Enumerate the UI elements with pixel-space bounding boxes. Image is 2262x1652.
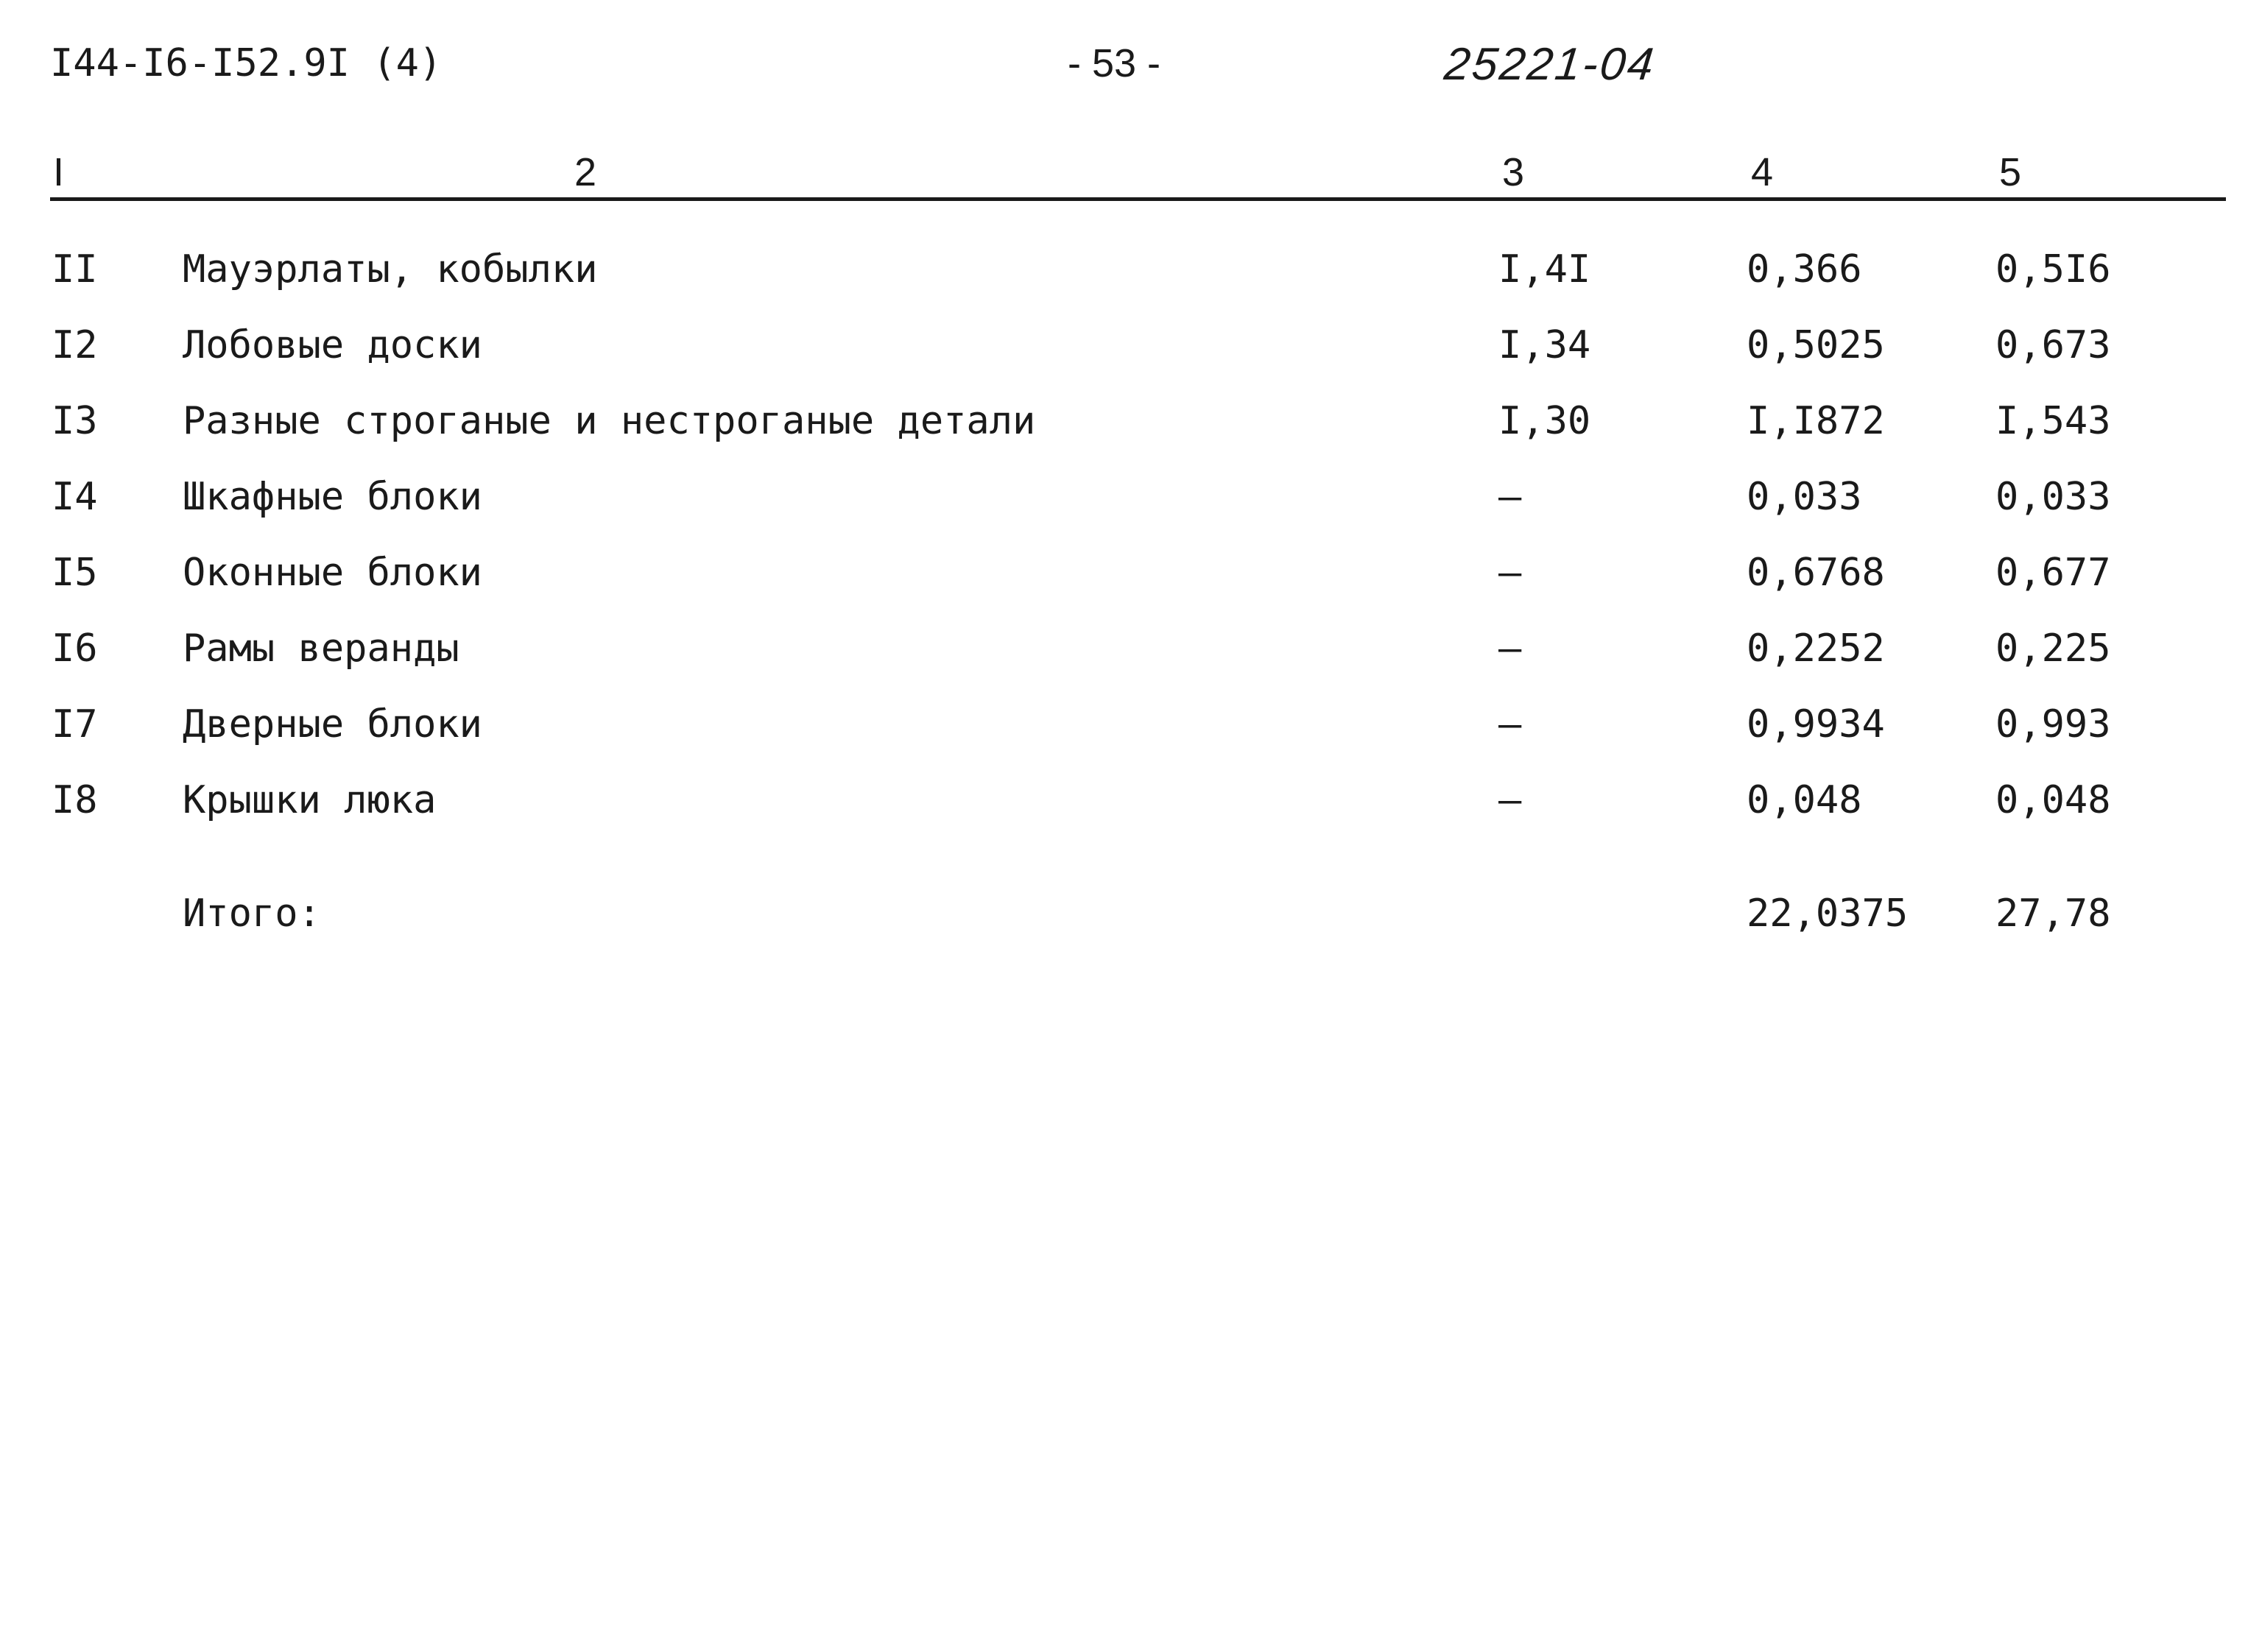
table-row (0, 622, 2262, 698)
row-col3: – (1498, 626, 1522, 671)
row-number: I8 (52, 778, 98, 822)
row-name: Лобовые доски (183, 323, 482, 367)
row-col5: 0,048 (1995, 778, 2111, 822)
row-number: II (52, 247, 98, 292)
row-number: I3 (52, 399, 98, 443)
total-row (0, 887, 2262, 940)
total-label: Итого: (183, 892, 321, 936)
table-row (0, 319, 2262, 395)
row-col3: – (1498, 475, 1522, 519)
document-code: I44-I6-I52.9I (4) (50, 41, 443, 85)
row-name: Мауэрлаты, кобылки (183, 247, 598, 292)
row-col5: 0,033 (1995, 475, 2111, 519)
row-name: Рамы веранды (183, 626, 459, 671)
row-col5: I,543 (1995, 399, 2111, 443)
header-rule (50, 197, 2226, 201)
row-number: I7 (52, 702, 98, 746)
total-col5: 27,78 (1995, 892, 2111, 936)
row-name: Крышки люка (183, 778, 437, 822)
handwritten-document-number: 25221-04 (1442, 39, 1658, 90)
row-col3: – (1498, 702, 1522, 746)
column-header-3: 3 (1502, 150, 1525, 194)
row-col4: 0,033 (1747, 475, 1862, 519)
row-col4: 0,2252 (1747, 626, 1885, 671)
column-header-5: 5 (1999, 150, 2022, 194)
row-col4: I,I872 (1747, 399, 1885, 443)
table-row (0, 243, 2262, 319)
column-header-2: 2 (574, 150, 597, 194)
row-col3: I,30 (1498, 399, 1591, 443)
row-col5: 0,225 (1995, 626, 2111, 671)
row-col4: 0,6768 (1747, 551, 1885, 595)
row-name: Шкафные блоки (183, 475, 482, 519)
row-col5: 0,673 (1995, 323, 2111, 367)
row-name: Разные строганые и нестроганые детали (183, 399, 1036, 443)
table-row (0, 774, 2262, 850)
table-row (0, 470, 2262, 546)
column-header-4: 4 (1751, 150, 1774, 194)
row-col5: 0,5I6 (1995, 247, 2111, 292)
row-number: I2 (52, 323, 98, 367)
row-col3: I,4I (1498, 247, 1591, 292)
row-number: I6 (52, 626, 98, 671)
row-col5: 0,677 (1995, 551, 2111, 595)
row-col4: 0,048 (1747, 778, 1862, 822)
row-number: I5 (52, 551, 98, 595)
column-header-1: I (53, 150, 65, 194)
row-col3: – (1498, 778, 1522, 822)
row-col4: 0,5025 (1747, 323, 1885, 367)
row-col4: 0,366 (1747, 247, 1862, 292)
row-col3: I,34 (1498, 323, 1591, 367)
total-col4: 22,0375 (1747, 892, 1909, 936)
table-row (0, 698, 2262, 774)
row-col3: – (1498, 551, 1522, 595)
row-col5: 0,993 (1995, 702, 2111, 746)
row-name: Оконные блоки (183, 551, 482, 595)
row-col4: 0,9934 (1747, 702, 1885, 746)
page-number: - 53 - (1068, 41, 1161, 85)
table-row (0, 546, 2262, 622)
table-body (0, 243, 2262, 850)
table-row (0, 395, 2262, 470)
column-header-row (0, 146, 2262, 199)
row-name: Дверные блоки (183, 702, 482, 746)
row-number: I4 (52, 475, 98, 519)
